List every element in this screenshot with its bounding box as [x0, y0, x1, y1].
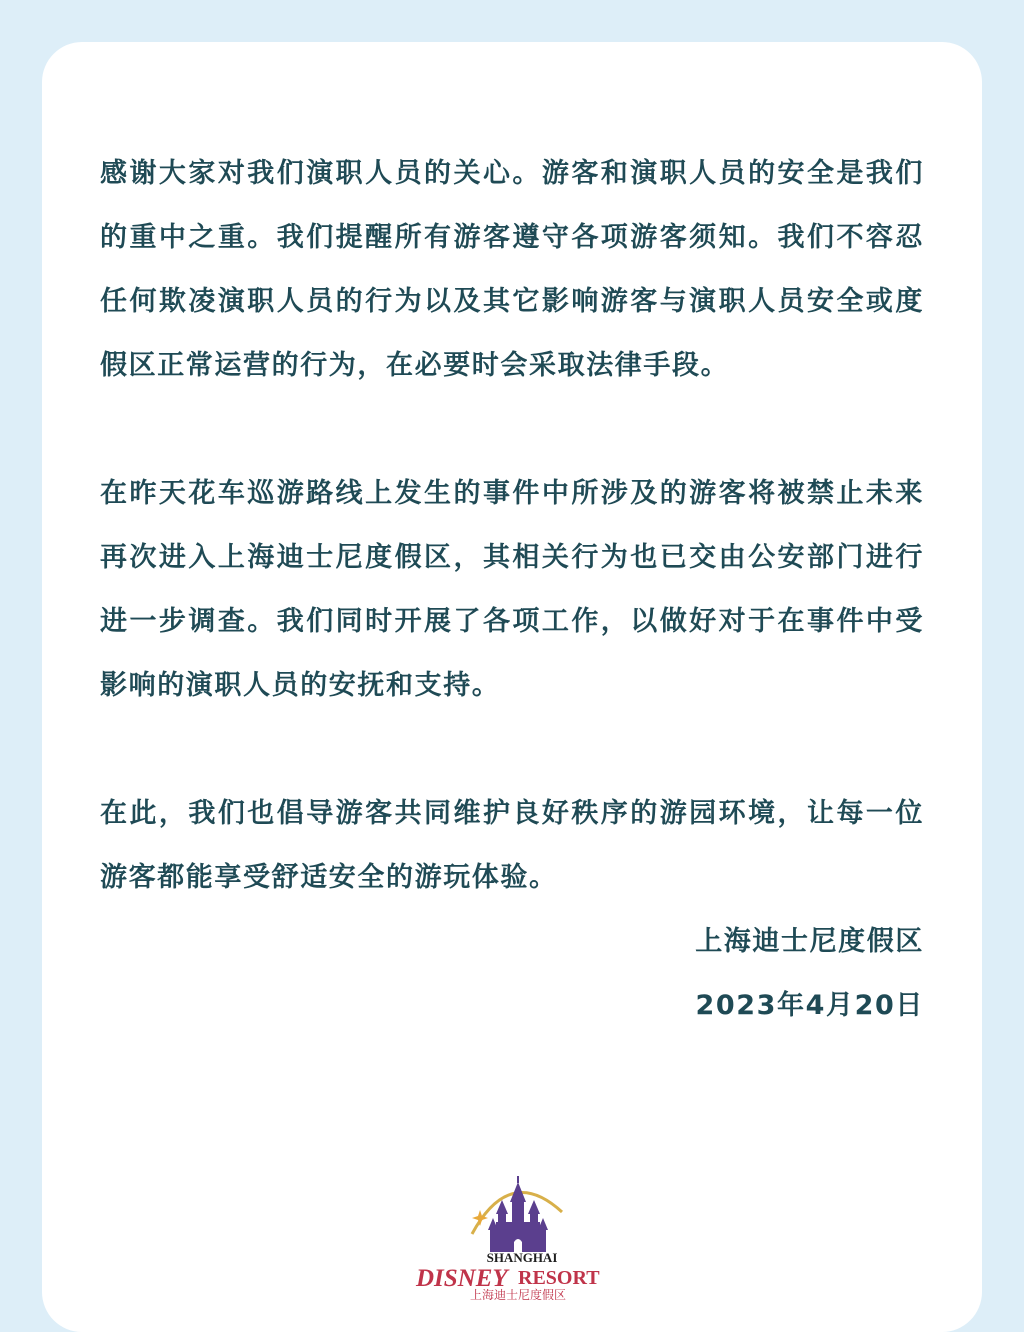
statement-body	[100, 142, 924, 1038]
shanghai-disney-resort-logo	[410, 1170, 620, 1300]
paragraph-2: 在昨天花车巡游路线上发生的事件中所涉及的游客将被禁止未来再次进入上海迪士尼度假区，其相关行为也已交由公安部门进行进一步调查。我们同时开展了各项工作，以做好对于在事件中受影响的演职人员的安抚和支持。	[100, 478, 924, 701]
logo-disney-text: DISNEY	[416, 1265, 508, 1292]
logo-graphic	[410, 1170, 620, 1300]
paragraph-3: 在此，我们也倡导游客共同维护良好秩序的游园环境，让每一位游客都能享受舒适安全的游玩体验。	[100, 798, 924, 893]
signature-org: 上海迪士尼度假区	[695, 926, 924, 957]
signature-date: 2023年4月20日	[695, 990, 924, 1021]
logo-chinese-text: 上海迪士尼度假区	[469, 1288, 567, 1300]
paragraph-1: 感谢大家对我们演职人员的关心。游客和演职人员的安全是我们的重中之重。我们提醒所有游客遵守各项游客须知。我们不容忍任何欺凌演职人员的行为以及其它影响游客与演职人员安全或度假区正常运营的行为，在必要时会采取法律手段。	[100, 158, 924, 381]
statement-card	[42, 42, 982, 1332]
logo-resort-text: RESORT	[518, 1267, 600, 1289]
logo-shanghai-text: SHANGHAI	[486, 1250, 558, 1265]
